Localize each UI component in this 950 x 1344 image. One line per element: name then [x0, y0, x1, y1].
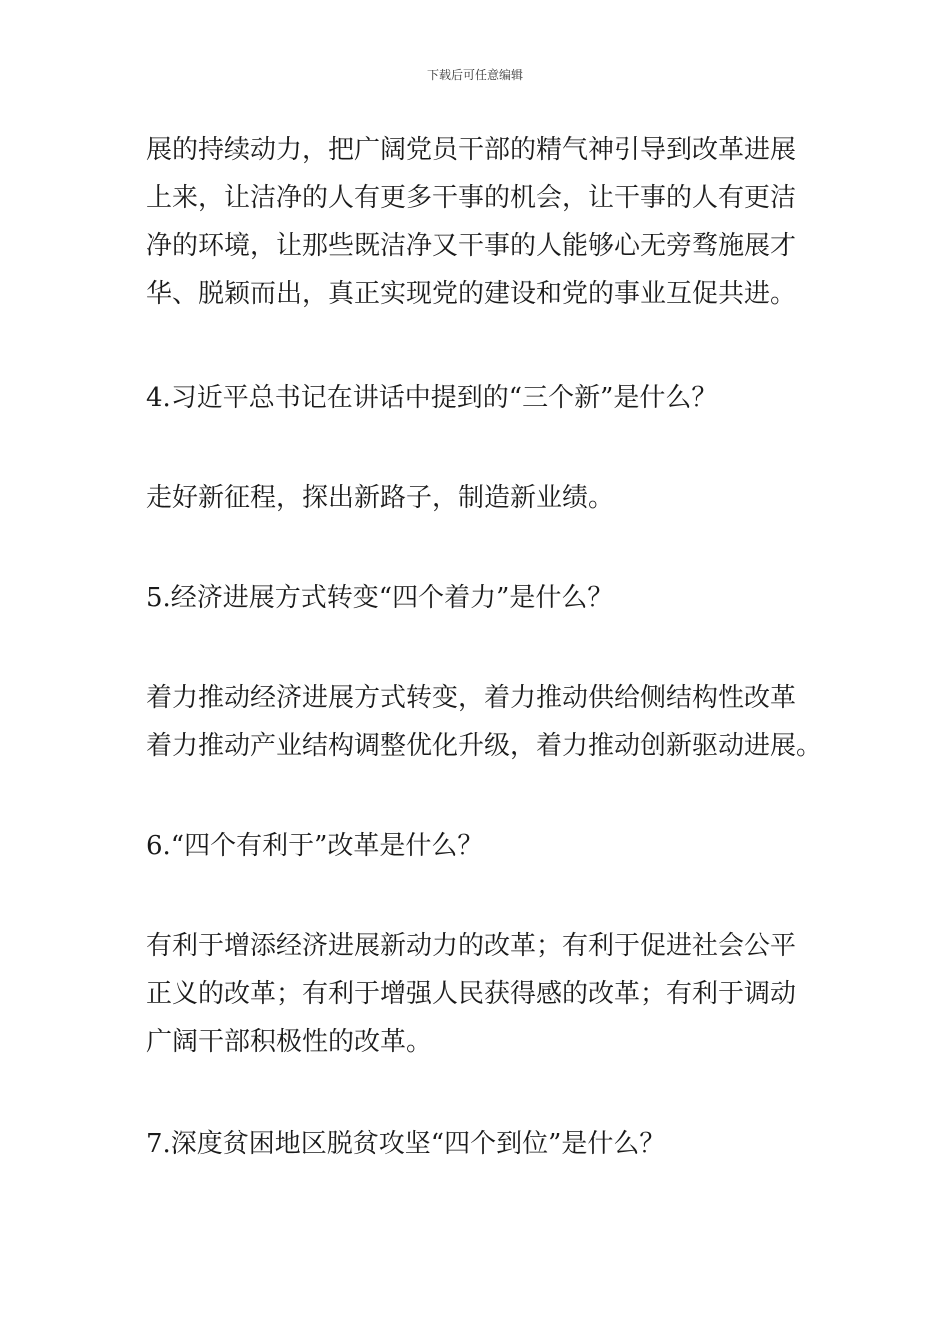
answer-6 [146, 922, 816, 1066]
question-7 [146, 1120, 816, 1168]
question-text: 5.经济进展方式转变“四个着力”是什么？ [146, 583, 614, 613]
question-text: 7.深度贫困地区脱贫攻坚“四个到位”是什么？ [146, 1129, 666, 1159]
answer-4 [146, 474, 816, 522]
paragraph-continuation [146, 126, 816, 318]
question-5 [146, 574, 816, 622]
text-line: 上来，让洁净的人有更多干事的机会，让干事的人有更洁 [146, 183, 797, 213]
text-line: 展的持续动力，把广阔党员干部的精气神引导到改革进展 [146, 135, 797, 165]
text-line: 华、脱颖而出，真正实现党的建设和党的事业互促共进。 [146, 279, 797, 309]
answer-text: 着力推动经济进展方式转变，着力推动供给侧结构性改革 [146, 683, 797, 713]
answer-5 [146, 674, 823, 770]
answer-text: 着力推动产业结构调整优化升级，着力推动创新驱动进展。 [146, 731, 823, 761]
answer-text: 正义的改革；有利于增强人民获得感的改革；有利于调动 [146, 979, 797, 1009]
question-6 [146, 822, 816, 870]
question-text: 6.“四个有利于”改革是什么？ [146, 831, 484, 861]
answer-text: 走好新征程，探出新路子，制造新业绩。 [146, 483, 615, 513]
question-4 [146, 374, 816, 422]
answer-text: 广阔干部积极性的改革。 [146, 1027, 433, 1057]
text-line: 净的环境，让那些既洁净又干事的人能够心无旁骛施展才 [146, 231, 797, 261]
question-text: 4.习近平总书记在讲话中提到的“三个新”是什么？ [146, 383, 718, 413]
answer-text: 有利于增添经济进展新动力的改革；有利于促进社会公平 [146, 931, 797, 961]
page-header-note: 下载后可任意编辑 [426, 68, 523, 82]
